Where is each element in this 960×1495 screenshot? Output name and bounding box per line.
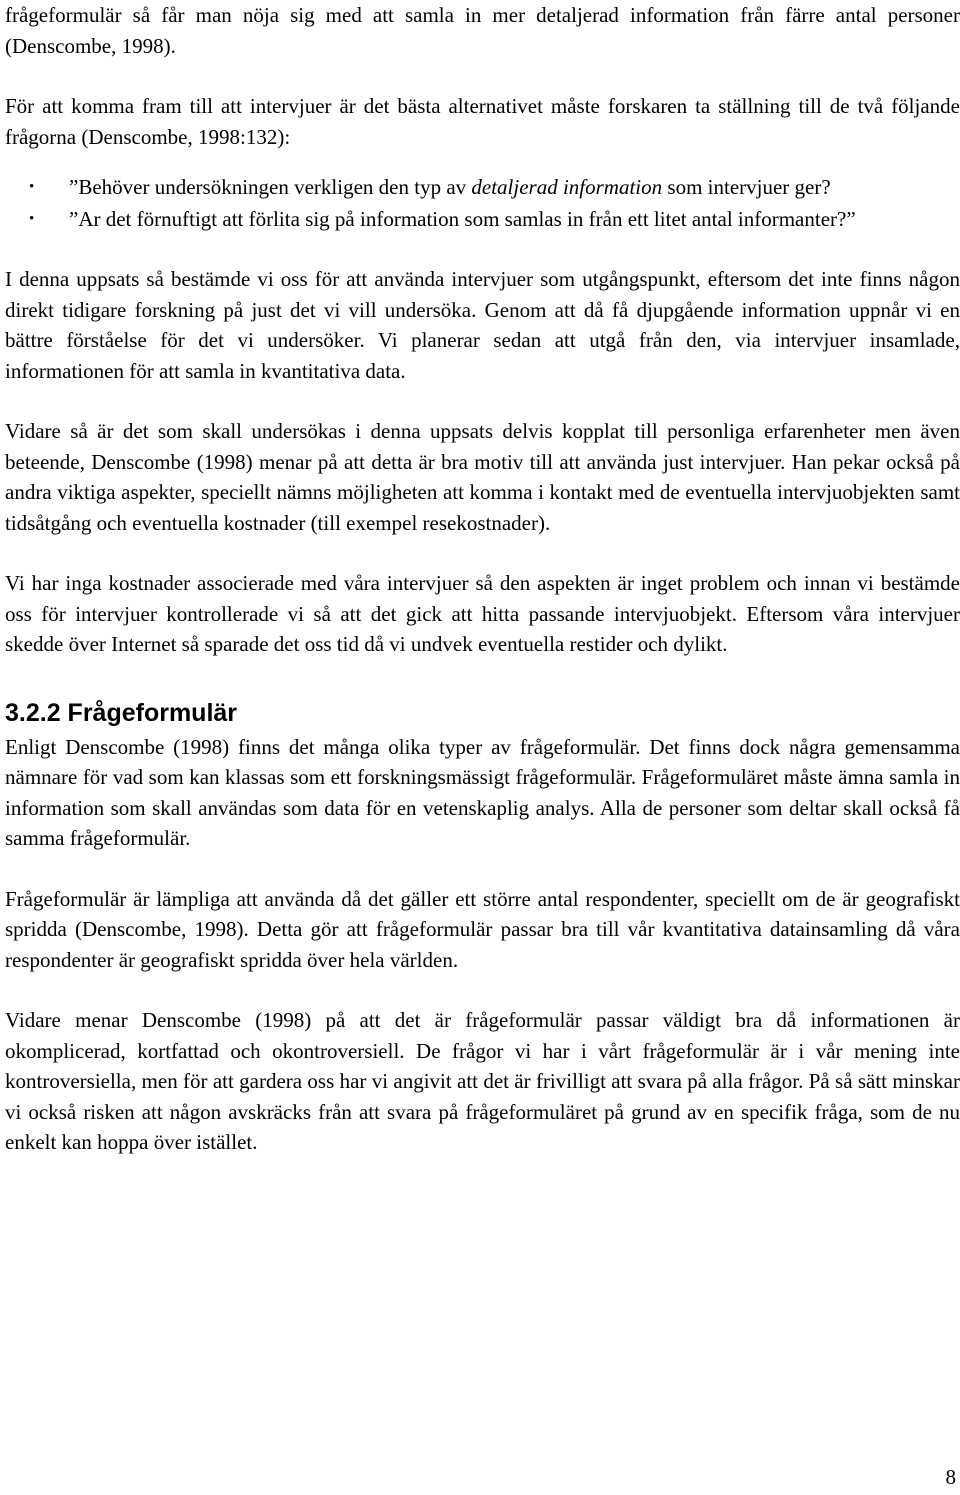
paragraph-questionnaire-content: Vidare menar Denscombe (1998) på att det är frågeformulär passar väldigt bra då informationen är okomplicerad, kortfattad och okontroversiell. De frågor vi har i vårt frågeformulär är i vår mening inte kontroversiella, men för att gardera oss har vi angivit att det är frivilligt att svara på alla frågor. På så sätt minskar vi också risken att någon avskräcks från att svara på frågeformuläret på grund av en specifik fråga, som de nu enkelt kan hoppa över istället. [5, 1008, 960, 1154]
paragraph-questionnaire-definition: Enligt Denscombe (1998) finns det många olika typer av frågeformulär. Det finns dock några gemensamma nämnare för vad som kan klassas som ett forskningsmässigt frågeformulär. Frågeformuläret måste ämna samla in information som skall användas som data för en vetenskaplig analys. Alla de personer som deltar skall också få samma frågeformulär. [5, 734, 960, 850]
paragraph-interview-choice: För att komma fram till att intervjuer är det bästa alternativet måste forskaren ta ställning till de två följande frågorna (Denscombe, 1998:132): [5, 94, 960, 149]
question-list [5, 172, 960, 234]
paragraph-essay-method: I denna uppsats så bestämde vi oss för att använda intervjuer som utgångspunkt, eftersom det inte finns någon direkt tidigare forskning på just det vi vill undersöka. Genom att då få djupgående information uppnår vi en bättre förståelse för det vi undersöker. Vi planerar sedan att utgå från den, via intervjuer insamlade, informationen för att samla in kvantitativa data. [5, 267, 960, 383]
list-item [5, 204, 960, 235]
bullet-text-italic: detaljerad information [471, 175, 663, 199]
paragraph-continuation: frågeformulär så får man nöja sig med att samla in mer detaljerad information från färre antal personer (Denscombe, 1998). [5, 3, 960, 58]
list-item [5, 172, 960, 203]
paragraph-questionnaire-suitability: Frågeformulär är lämpliga att använda då det gäller ett större antal respondenter, speciellt om de är geografiskt spridda (Denscombe, 1998). Detta gör att frågeformulär passar bra till vår kvantitativa datainsamling då våra respondenter är geografiskt spridda över hela världen. [5, 886, 960, 972]
paragraph-costs: Vi har inga kostnader associerade med våra intervjuer så den aspekten är inget problem och innan vi bestämde oss för intervjuer kontrollerade vi så att det gick att hitta passande intervjuobjekt. Eftersom våra intervjuer skedde över Internet så sparade det oss tid då vi undvek eventuella restider och dylikt. [5, 571, 960, 656]
bullet-text-end: som intervjuer ger? [662, 175, 831, 199]
bullet-icon: • [29, 210, 35, 227]
bullet-text-start: ”Behöver undersökningen verkligen den typ av [69, 175, 472, 199]
section-heading: 3.2.2 Frågeformulär [5, 698, 238, 727]
page-number: 8 [945, 1465, 956, 1489]
bullet-icon: • [29, 179, 35, 195]
document-page [5, 0, 960, 1158]
bullet-text: ”Ar det förnuftigt att förlita sig på information som samlas in från ett litet antal informanter?” [69, 206, 856, 231]
paragraph-motives: Vidare så är det som skall undersökas i denna uppsats delvis kopplat till personliga erfarenheter men även beteende, Denscombe (1998) menar på att detta är bra motiv till att använda just intervjuer. Han pekar också på andra viktiga aspekter, speciellt nämns möjligheten att komma i kontakt med de eventuella intervjuobjekten samt tidsåtgång och eventuella kostnader (till exempel resekostnader). [5, 419, 960, 535]
